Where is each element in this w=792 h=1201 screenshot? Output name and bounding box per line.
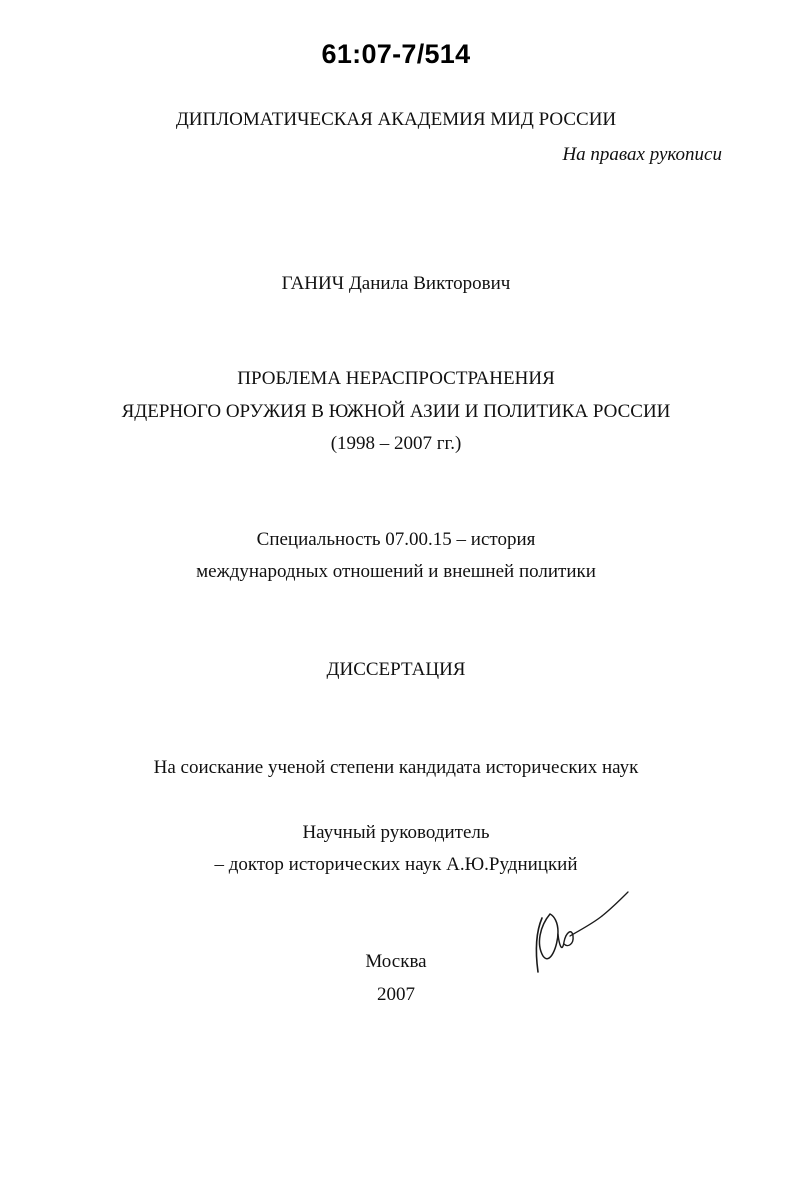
degree-purpose: На соискание ученой степени кандидата исторических наук	[153, 757, 639, 778]
title-line-3: (1998 – 2007 гг.)	[330, 433, 462, 454]
title-line-1: ПРОБЛЕМА НЕРАСПРОСТРАНЕНИЯ	[237, 368, 555, 389]
city: Москва	[365, 951, 427, 972]
institution-name: ДИПЛОМАТИЧЕСКАЯ АКАДЕМИЯ МИД РОССИИ	[175, 109, 617, 130]
archive-code: 61:07-7/514	[321, 39, 471, 69]
specialty-line-2: международных отношений и внешней политики	[196, 561, 596, 582]
year: 2007	[377, 984, 415, 1005]
title-line-2: ЯДЕРНОГО ОРУЖИЯ В ЮЖНОЙ АЗИИ И ПОЛИТИКА РОССИИ	[121, 401, 671, 422]
manuscript-note: На правах рукописи	[562, 144, 722, 165]
specialty-line-1: Специальность 07.00.15 – история	[256, 529, 536, 550]
supervisor-label: Научный руководитель	[302, 822, 490, 843]
supervisor-name: – доктор исторических наук А.Ю.Рудницкий	[214, 854, 578, 875]
document-type: ДИССЕРТАЦИЯ	[326, 659, 466, 680]
author-name: ГАНИЧ Данила Викторович	[281, 273, 511, 294]
